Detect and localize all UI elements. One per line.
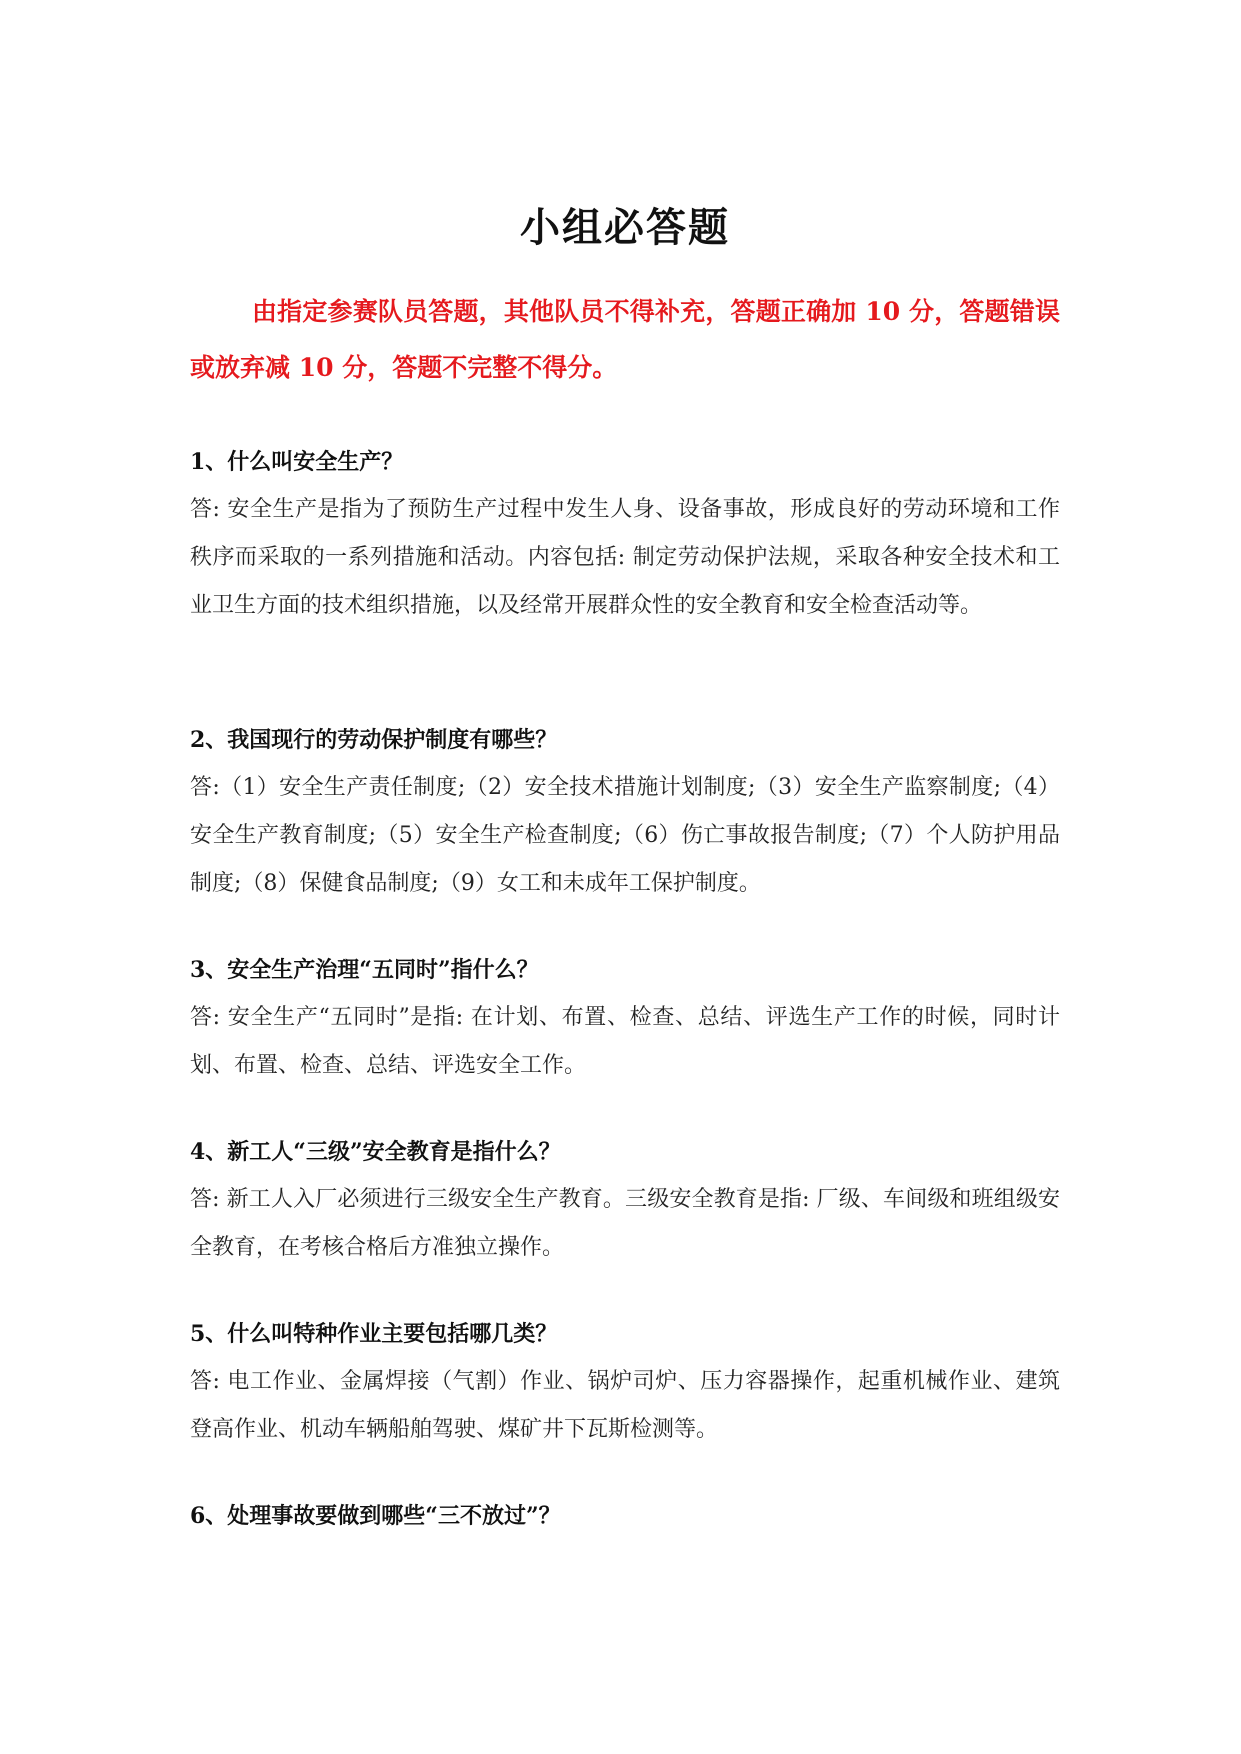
qa-item-2	[190, 716, 1060, 908]
question-4: 4、新工人“三级”安全教育是指什么？	[190, 1139, 561, 1165]
qa-item-4	[190, 1128, 1060, 1272]
answer-2: 答:（1）安全生产责任制度;（2）安全技术措施计划制度;（3）安全生产监察制度;（4）安全生产教育制度;（5）安全生产检查制度;（6）伤亡事故报告制度;（7）个人防护用品制度;（8）保健食品制度;（9）女工和未成年工保护制度。	[190, 775, 1060, 896]
rules-notice: 由指定参赛队员答题，其他队员不得补充，答题正确加 10 分，答题错误或放弃减 10 分，答题不完整不得分。	[190, 297, 1060, 382]
qa-item-3	[190, 946, 1060, 1090]
answer-5: 答: 电工作业、金属焊接（气割）作业、锅炉司炉、压力容器操作，起重机械作业、建筑登高作业、机动车辆船舶驾驶、煤矿井下瓦斯检测等。	[190, 1369, 1060, 1442]
question-5: 5、什么叫特种作业主要包括哪几类？	[190, 1321, 558, 1347]
question-2: 2、我国现行的劳动保护制度有哪些？	[190, 727, 558, 753]
answer-4: 答: 新工人入厂必须进行三级安全生产教育。三级安全教育是指: 厂级、车间级和班组级安全教育，在考核合格后方准独立操作。	[190, 1187, 1060, 1260]
qa-item-6	[190, 1492, 1060, 1540]
question-1: 1、什么叫安全生产？	[190, 449, 404, 475]
answer-1: 答: 安全生产是指为了预防生产过程中发生人身、设备事故，形成良好的劳动环境和工作秩序而采取的一系列措施和活动。内容包括: 制定劳动保护法规，采取各种安全技术和工业卫生方面的技术组织措施，以及经常开展群众性的安全教育和安全检查活动等。	[190, 497, 1060, 618]
qa-item-5	[190, 1310, 1060, 1454]
page-title: 小组必答题	[520, 204, 730, 251]
answer-3: 答: 安全生产“五同时”是指: 在计划、布置、检查、总结、评选生产工作的时候，同时计划、布置、检查、总结、评选安全工作。	[190, 1005, 1060, 1078]
question-3: 3、安全生产治理“五同时”指什么？	[190, 957, 539, 983]
question-6: 6、处理事故要做到哪些“三不放过”？	[190, 1503, 561, 1529]
qa-item-1	[190, 438, 1060, 630]
